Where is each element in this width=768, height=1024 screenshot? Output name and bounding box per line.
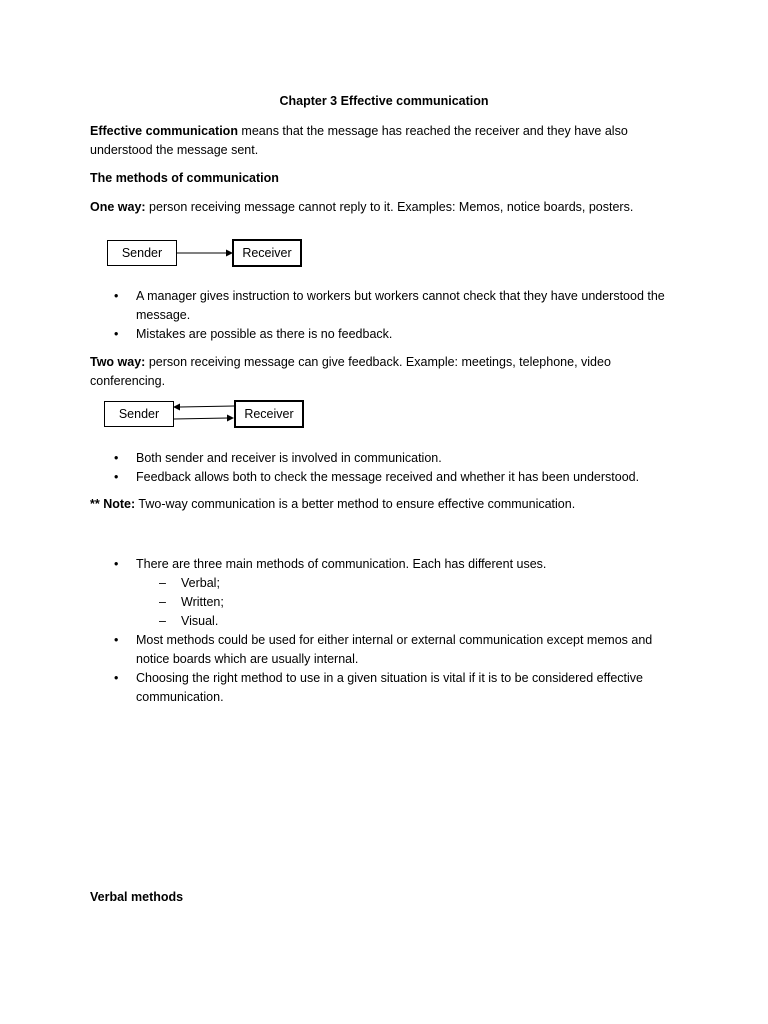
- bullet-text: A manager gives instruction to workers but workers cannot check that they have understood the: [136, 289, 665, 303]
- one-way-receiver-label: Receiver: [242, 246, 292, 260]
- two-way-text-line1: person receiving message can give feedback. Example: meetings, telephone, video: [145, 355, 611, 369]
- note-paragraph: [90, 497, 575, 511]
- list-item: [114, 449, 639, 468]
- two-way-sender-label: Sender: [118, 407, 160, 421]
- one-way-label: One way:: [90, 200, 146, 214]
- sub-item-text: Written;: [181, 595, 224, 609]
- bullet-glyph: •: [114, 671, 119, 685]
- one-way-sender-label: Sender: [121, 246, 163, 260]
- bullet-glyph: •: [114, 470, 119, 484]
- dash-glyph: –: [159, 576, 166, 590]
- verbal-methods-heading-text: Verbal methods: [90, 890, 184, 904]
- bullet-glyph: •: [114, 633, 119, 647]
- sub-list-item: [159, 612, 697, 631]
- note-text: Two-way communication is a better method to ensure effective communication.: [135, 497, 576, 511]
- one-way-text: person receiving message cannot reply to it. Examples: Memos, notice boards, posters.: [145, 200, 634, 214]
- bullet-text: Choosing the right method to use in a given situation is vital if it is to be considered effective: [136, 671, 644, 685]
- bullet-glyph: •: [114, 327, 119, 341]
- methods-bullet-list: [114, 555, 653, 707]
- two-way-receiver-label: Receiver: [244, 407, 294, 421]
- dash-glyph: –: [159, 614, 166, 628]
- bullet-text: Feedback allows both to check the message received and whether it has been understood.: [136, 470, 640, 484]
- dash-glyph: –: [159, 595, 166, 609]
- note-label: ** Note:: [90, 497, 136, 511]
- bullet-glyph: •: [114, 451, 119, 465]
- bullet-text: Mistakes are possible as there is no feedback.: [136, 327, 393, 341]
- two-way-text-line2: conferencing.: [90, 374, 166, 388]
- verbal-methods-heading: [90, 890, 183, 904]
- methods-heading-text: The methods of communication: [90, 171, 279, 185]
- definition-term: Effective communication: [90, 124, 238, 138]
- methods-sub-list: [159, 574, 697, 631]
- definition-line2: understood the message sent.: [90, 143, 259, 157]
- sub-list-item: [159, 574, 697, 593]
- bullet-text-cont: communication.: [136, 690, 224, 704]
- list-item: [114, 555, 652, 631]
- list-item: [114, 669, 652, 707]
- list-item: [114, 631, 653, 669]
- definition-line1: means that the message has reached the receiver and they have also: [237, 124, 628, 138]
- bullet-glyph: •: [114, 557, 119, 571]
- sub-item-text: Visual.: [181, 614, 219, 628]
- bullet-text-cont: notice boards which are usually internal.: [136, 652, 359, 666]
- list-item: [114, 468, 640, 487]
- bullet-glyph: •: [114, 289, 119, 303]
- two-way-bullet-list: [114, 449, 640, 487]
- two-way-label: Two way:: [90, 355, 146, 369]
- chapter-title-text: Chapter 3 Effective communication: [279, 94, 489, 108]
- bullet-text: There are three main methods of communication. Each has different uses.: [136, 557, 547, 571]
- bullet-text-cont: message.: [136, 308, 191, 322]
- sub-list-item: [159, 593, 697, 612]
- bullet-text: Both sender and receiver is involved in communication.: [136, 451, 442, 465]
- bullet-text: Most methods could be used for either internal or external communication except memos and: [136, 633, 653, 647]
- sub-item-text: Verbal;: [181, 576, 220, 590]
- two-way-receiver-box: [234, 400, 304, 428]
